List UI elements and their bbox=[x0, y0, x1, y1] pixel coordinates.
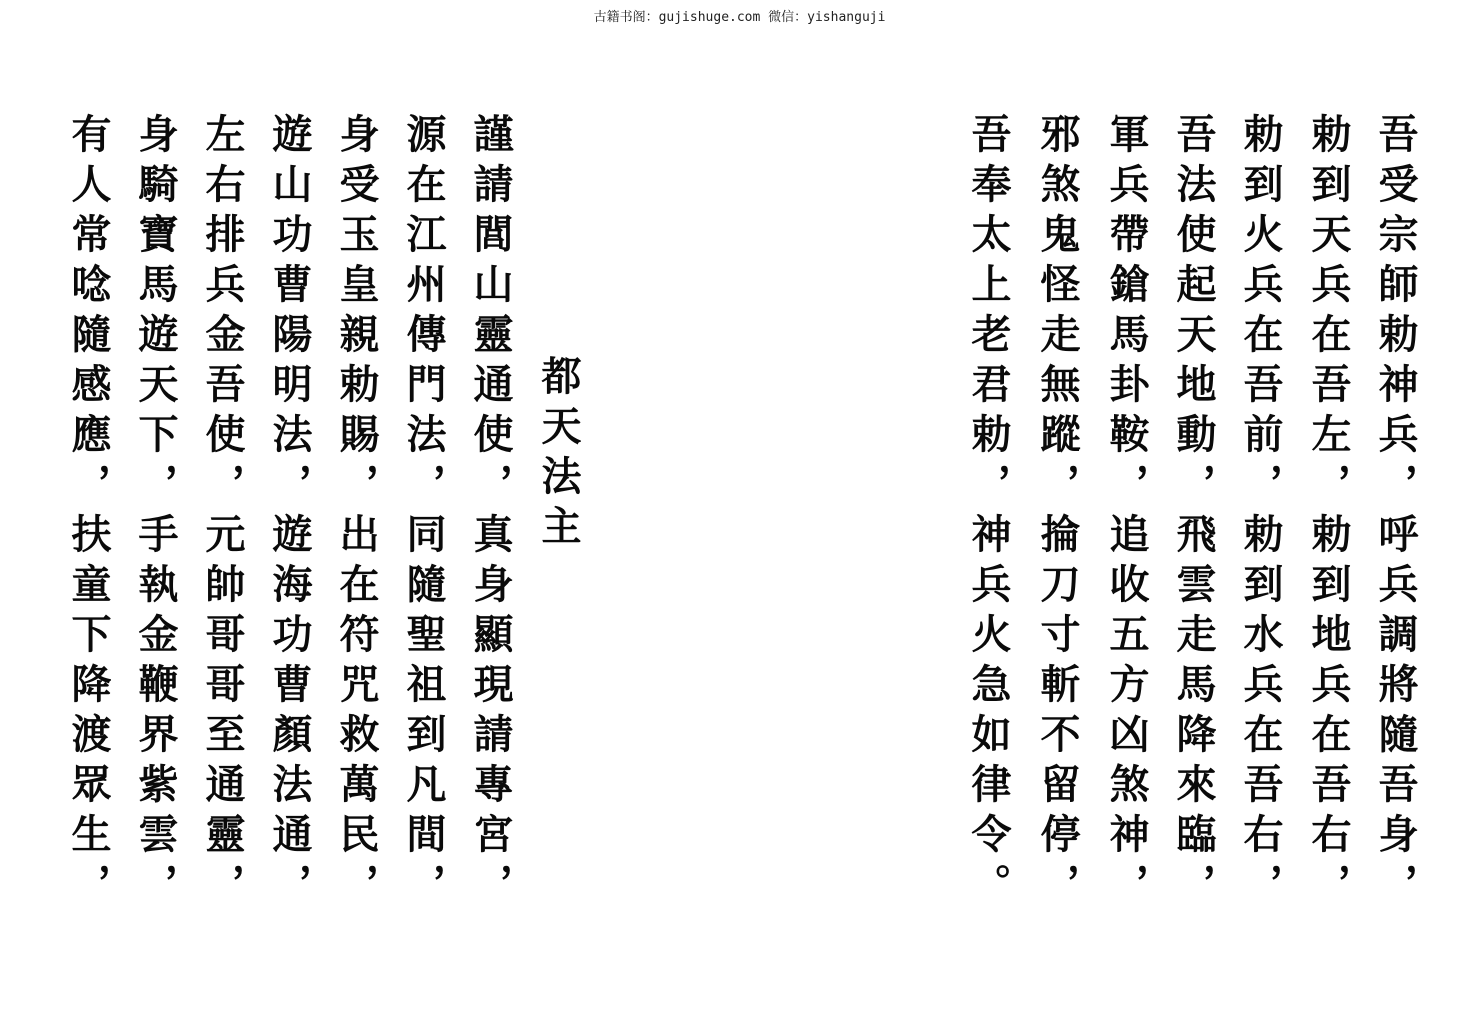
verse-line: 勅到火兵在吾前，勅到水兵在吾右， bbox=[1237, 113, 1283, 913]
verse-line: 身騎寶馬遊天下，手執金鞭界紫雲， bbox=[132, 113, 178, 913]
verse-line: 源在江州傳門法，同隨聖祖到凡間， bbox=[400, 113, 446, 913]
right-page bbox=[740, 0, 1479, 1032]
verse-line: 身受玉皇親勅賜，出在符咒救萬民， bbox=[333, 113, 379, 913]
verse-line: 謹請閭山靈通使，真身顯現請專宮， bbox=[467, 113, 513, 913]
verse-line: 吾奉太上老君勅，神兵火急如律令。 bbox=[965, 113, 1011, 913]
verse-line: 有人常唸隨感應，扶童下降渡眾生， bbox=[65, 113, 111, 913]
verse-line: 左右排兵金吾使，元帥哥哥至通靈， bbox=[199, 113, 245, 913]
section-title: 都天法主 bbox=[535, 355, 581, 555]
verse-line: 遊山功曹陽明法，遊海功曹顏法通， bbox=[266, 113, 312, 913]
watermark: 古籍书阁：gujishuge.com 微信：yishanguji bbox=[593, 10, 886, 25]
verse-line: 吾受宗師勅神兵，呼兵調將隨吾身， bbox=[1372, 113, 1418, 913]
verse-line: 吾法使起天地動，飛雲走馬降來臨， bbox=[1170, 113, 1216, 913]
verse-line: 軍兵帶鎗馬卦鞍，追收五方凶煞神， bbox=[1103, 113, 1149, 913]
verse-line: 邪煞鬼怪走無蹤，掄刀寸斬不留停， bbox=[1034, 113, 1080, 913]
verse-line: 勅到天兵在吾左，勅到地兵在吾右， bbox=[1305, 113, 1351, 913]
